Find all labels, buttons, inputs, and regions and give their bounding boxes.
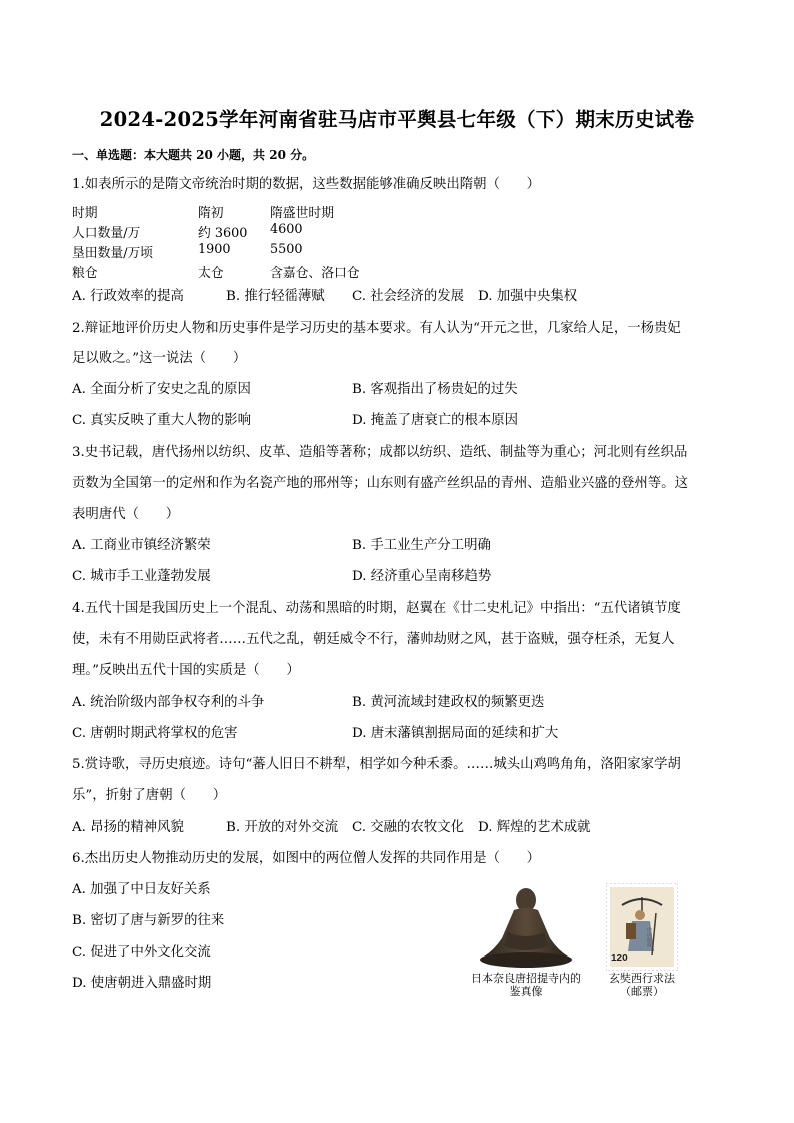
q1-table-cell: 约 3600 [198, 226, 248, 241]
q1-table-cell: 垦田数量/万顷 [72, 246, 154, 261]
q1-table-cell: 1900 [198, 242, 231, 257]
section-heading: 一、单选题：本大题共 20 小题，共 20 分。 [72, 148, 315, 162]
q5-option-a[interactable]: A. 昂扬的精神风貌 [72, 820, 184, 835]
q4-stem-line: 理。”反映出五代十国的实质是（ ） [72, 663, 300, 678]
q3-option-c[interactable]: C. 城市手工业蓬勃发展 [72, 569, 211, 584]
xuanzang-caption [592, 972, 692, 998]
q3-option-d[interactable]: D. 经济重心呈南移趋势 [352, 569, 492, 584]
q4-stem-line: 4.五代十国是我国历史上一个混乱、动荡和黑暗的时期，赵翼在《廿二史札记》中指出：“五代诸镇节度 [72, 601, 681, 616]
caption-line: 鉴真像 [509, 985, 543, 998]
q3-stem-line: 表明唐代（ ） [72, 507, 180, 522]
q1-option-b[interactable]: B. 推行轻徭薄赋 [226, 289, 325, 304]
caption-line: 玄奘西行求法 [609, 972, 675, 985]
jianzhen-statue-image [478, 880, 574, 972]
caption-line: 日本奈良唐招提寺内的 [471, 972, 581, 985]
q1-option-c[interactable]: C. 社会经济的发展 [352, 289, 465, 304]
q1-table-cell: 粮仓 [72, 266, 98, 281]
q1-table-header: 隋初 [198, 206, 224, 221]
q4-option-d[interactable]: D. 唐末藩镇割据局面的延续和扩大 [352, 726, 559, 741]
q1-table-cell: 4600 [270, 222, 303, 237]
q5-option-b[interactable]: B. 开放的对外交流 [226, 820, 339, 835]
q1-stem: 1.如表所示的是隋文帝统治时期的数据，这些数据能够准确反映出隋朝（ ） [72, 177, 541, 192]
q2-option-d[interactable]: D. 掩盖了唐衰亡的根本原因 [352, 413, 519, 428]
q1-table-cell: 太仓 [198, 266, 224, 281]
q6-option-c[interactable]: C. 促进了中外文化交流 [72, 945, 211, 960]
q3-option-a[interactable]: A. 工商业市镇经济繁荣 [72, 538, 211, 553]
stamp-value: 120 [611, 953, 628, 964]
q1-table-cell: 人口数量/万 [72, 226, 141, 241]
caption-line: （邮票） [620, 985, 664, 998]
q2-stem-line: 2.辩证地评价历史人物和历史事件是学习历史的基本要求。有人认为“开元之世，几家给人足，一杨贵妃 [72, 321, 681, 336]
q1-table-header: 隋盛世时期 [270, 206, 334, 221]
q4-option-b[interactable]: B. 黄河流域封建政权的频繁更迭 [352, 695, 545, 710]
q6-option-b[interactable]: B. 密切了唐与新罗的往来 [72, 913, 225, 928]
q3-option-b[interactable]: B. 手工业生产分工明确 [352, 538, 491, 553]
q2-option-c[interactable]: C. 真实反映了重大人物的影响 [72, 413, 251, 428]
q6-option-a[interactable]: A. 加强了中日友好关系 [72, 882, 211, 897]
q3-stem-line: 贡数为全国第一的定州和作为名瓷产地的邢州等；山东则有盛产丝织品的青州、造船业兴盛的登州等。这 [72, 476, 688, 491]
stamp-country: 中国邮政 [646, 927, 652, 947]
q5-option-d[interactable]: D. 辉煌的艺术成就 [478, 820, 591, 835]
q5-option-c[interactable]: C. 交融的农牧文化 [352, 820, 465, 835]
page-title: 2024-2025学年河南省驻马店市平舆县七年级（下）期末历史试卷 [99, 108, 695, 131]
q4-option-c[interactable]: C. 唐朝时期武将掌权的危害 [72, 726, 238, 741]
q5-stem-line: 5.赏诗歌，寻历史痕迹。诗句“蕃人旧日不耕犁，相学如今种禾黍。……城头山鸡鸣角角，洛阳家家学胡 [72, 757, 681, 772]
q2-stem-line: 足以败之。”这一说法（ ） [72, 351, 247, 366]
q4-stem-line: 使，未有不用勋臣武将者……五代之乱，朝廷威令不行，藩帅劫财之风，甚于盗贼，强夺枉杀，无复人 [72, 632, 675, 647]
q2-option-a[interactable]: A. 全面分析了安史之乱的原因 [72, 382, 251, 397]
q6-stem: 6.杰出历史人物推动历史的发展，如图中的两位僧人发挥的共同作用是（ ） [72, 851, 541, 866]
jianzhen-caption [462, 972, 590, 998]
q5-stem-line: 乐”，折射了唐朝（ ） [72, 788, 227, 803]
q1-table-cell: 5500 [270, 242, 303, 257]
xuanzang-stamp-image [606, 883, 678, 971]
q1-option-a[interactable]: A. 行政效率的提高 [72, 289, 184, 304]
q1-table-header: 时期 [72, 206, 98, 221]
q6-option-d[interactable]: D. 使唐朝进入鼎盛时期 [72, 976, 212, 991]
q2-option-b[interactable]: B. 客观指出了杨贵妃的过失 [352, 382, 518, 397]
q1-table-cell: 含嘉仓、洛口仓 [270, 266, 360, 281]
q1-option-d[interactable]: D. 加强中央集权 [478, 289, 578, 304]
q3-stem-line: 3.史书记载，唐代扬州以纺织、皮革、造船等著称；成都以纺织、造纸、制盐等为重心；河北则有丝织品 [72, 445, 688, 460]
q4-option-a[interactable]: A. 统治阶级内部争权夺利的斗争 [72, 695, 265, 710]
